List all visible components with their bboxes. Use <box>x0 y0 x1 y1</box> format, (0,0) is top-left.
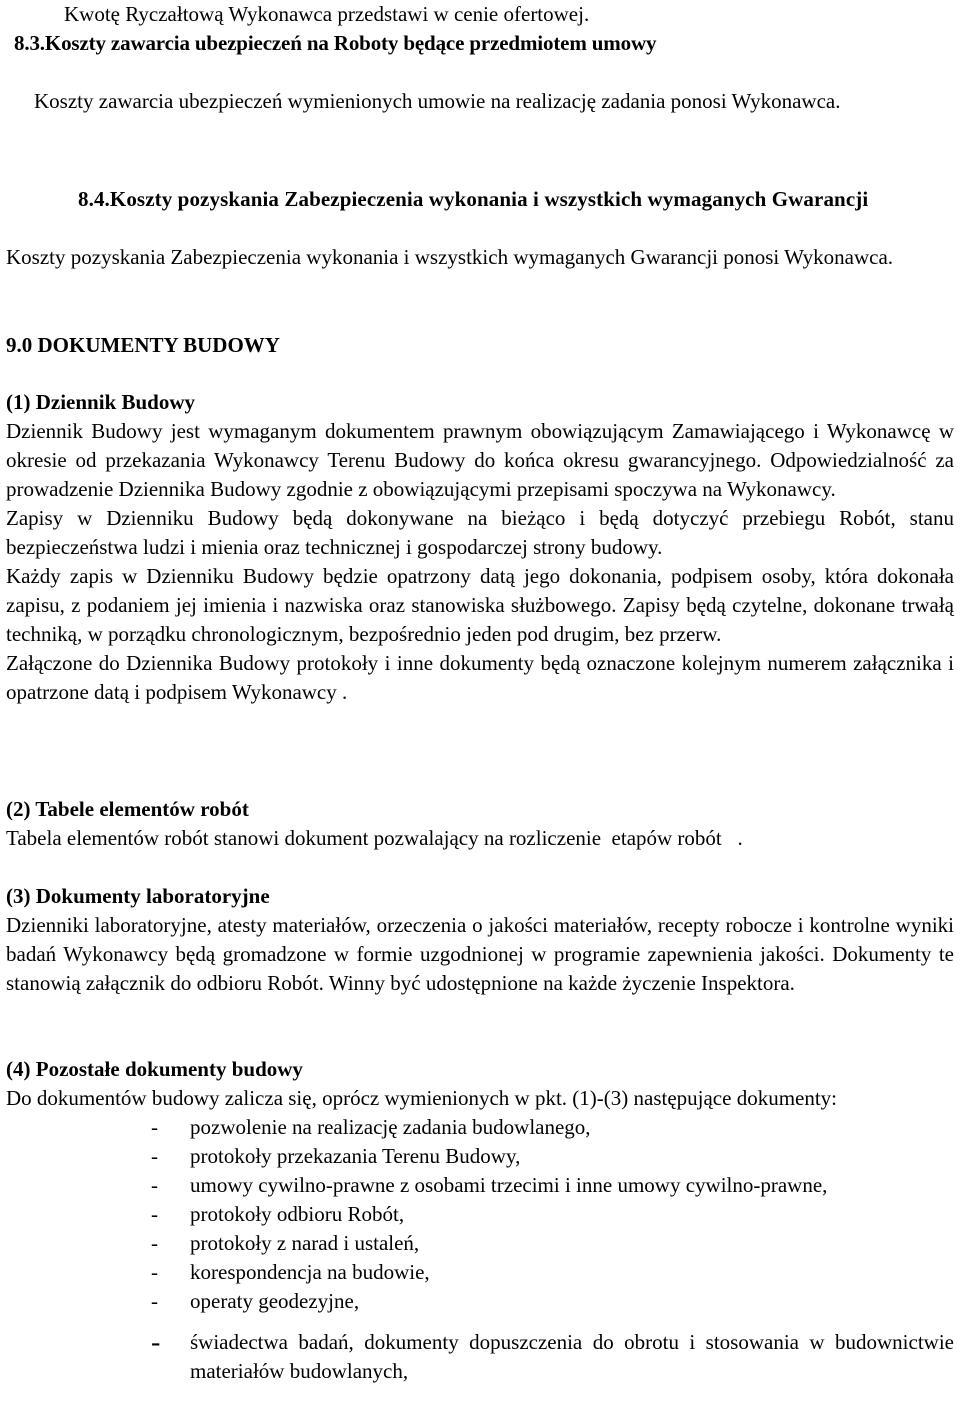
previous-section-tail: Kwotę Ryczałtową Wykonawca przedstawi w cenie ofertowej. <box>64 2 590 26</box>
list-item <box>6 1200 954 1229</box>
list-item-text: umowy cywilno-prawne z osobami trzecimi i inne umowy cywilno-prawne, <box>190 1173 828 1197</box>
list-item <box>6 1328 954 1386</box>
dash-bullet: - <box>151 1231 158 1255</box>
dash-bullet: - <box>151 1289 158 1313</box>
list-item-text: korespondencja na budowie, <box>190 1260 430 1284</box>
subsection-4-intro: Do dokumentów budowy zalicza się, oprócz wymienionych w pkt. (1)-(3) następujące dokumenty: <box>6 1086 838 1110</box>
list-item-text: operaty geodezyjne, <box>190 1289 360 1313</box>
list-item-text: pozwolenie na realizację zadania budowlanego, <box>190 1115 591 1139</box>
dash-bullet: - <box>151 1115 158 1139</box>
subsection-4-heading: (4) Pozostałe dokumenty budowy <box>6 1057 303 1081</box>
subsection-3-heading: (3) Dokumenty laboratoryjne <box>6 884 270 908</box>
section-8-4-heading-text: 8.4.Koszty pozyskania Zabezpieczenia wykonania i wszystkich wymaganych Gwarancji <box>78 187 869 211</box>
section-8-4-heading <box>6 185 954 214</box>
subsection-4 <box>6 1055 954 1386</box>
subsection-1-heading: (1) Dziennik Budowy <box>6 390 196 414</box>
section-9-heading: 9.0 DOKUMENTY BUDOWY <box>6 333 280 357</box>
dash-bullet: - <box>151 1327 161 1358</box>
subsection-1-paragraph-1: Dziennik Budowy jest wymaganym dokumentem prawnym obowiązującym Zamawiającego i Wykonawcę w okresie od przekazania Wykonawcy Terenu Budowy do końca okresu gwarancyjnego. Odpowiedzialność za prowadzenie Dziennika Budowy zgodnie z obowiązującymi przepisami spoczywa na Wykonawcy. <box>6 419 954 501</box>
subsection-3-body: Dzienniki laboratoryjne, atesty materiałów, orzeczenia o jakości materiałów, recepty robocze i kontrolne wyniki badań Wykonawcy będą gromadzone w formie uzgodnionej w programie zapewnienia jakości. Dokumenty te stanowią załącznik do odbioru Robót. Winny być udostępnione na każde życzenie Inspektora. <box>6 913 954 995</box>
subsection-2 <box>6 795 954 853</box>
dash-bullet: - <box>151 1144 158 1168</box>
list-item <box>6 1142 954 1171</box>
subsection-1-paragraph-3: Każdy zapis w Dzienniku Budowy będzie opatrzony datą jego dokonania, podpisem osoby, która dokonała zapisu, z podaniem jej imienia i nazwiska oraz stanowiska służbowego. Zapisy będą czytelne, dokonane trwałą techniką, w porządku chronologicznym, bezpośrednio jeden pod drugim, bez przerw. <box>6 564 954 646</box>
section-8-4-body: Koszty pozyskania Zabezpieczenia wykonania i wszystkich wymaganych Gwarancji ponosi Wykonawca. <box>6 245 894 269</box>
subsection-3 <box>6 882 954 998</box>
subsection-2-heading: (2) Tabele elementów robót <box>6 797 249 821</box>
list-item <box>6 1171 954 1200</box>
dash-bullet: - <box>151 1260 158 1284</box>
list-item <box>6 1229 954 1258</box>
list-item <box>6 1287 954 1316</box>
list-item-text: protokoły przekazania Terenu Budowy, <box>190 1144 521 1168</box>
section-8-3-heading: 8.3.Koszty zawarcia ubezpieczeń na Roboty będące przedmiotem umowy <box>14 31 657 55</box>
subsection-1-paragraph-2: Zapisy w Dzienniku Budowy będą dokonywane na bieżąco i będą dotyczyć przebiegu Robót, stanu bezpieczeństwa ludzi i mienia oraz technicznej i gospodarczej strony budowy. <box>6 506 954 559</box>
list-item-text: protokoły z narad i ustaleń, <box>190 1231 420 1255</box>
dash-bullet: - <box>151 1173 158 1197</box>
list-item-text: świadectwa badań, dokumenty dopuszczenia do obrotu i stosowania w budownictwie materiałów budowlanych, <box>190 1330 954 1383</box>
other-documents-list <box>6 1113 954 1386</box>
list-item <box>6 1258 954 1287</box>
subsection-1 <box>6 388 954 707</box>
list-item-text: protokoły odbioru Robót, <box>190 1202 405 1226</box>
section-8-3-body: Koszty zawarcia ubezpieczeń wymienionych umowie na realizację zadania ponosi Wykonawca. <box>34 89 841 113</box>
subsection-1-paragraph-4: Załączone do Dziennika Budowy protokoły i inne dokumenty będą oznaczone kolejnym numerem załącznika i opatrzone datą i podpisem Wykonawcy . <box>6 651 954 704</box>
subsection-2-body: Tabela elementów robót stanowi dokument pozwalający na rozliczenie etapów robót . <box>6 826 743 850</box>
list-item <box>6 1113 954 1142</box>
dash-bullet: - <box>151 1202 158 1226</box>
